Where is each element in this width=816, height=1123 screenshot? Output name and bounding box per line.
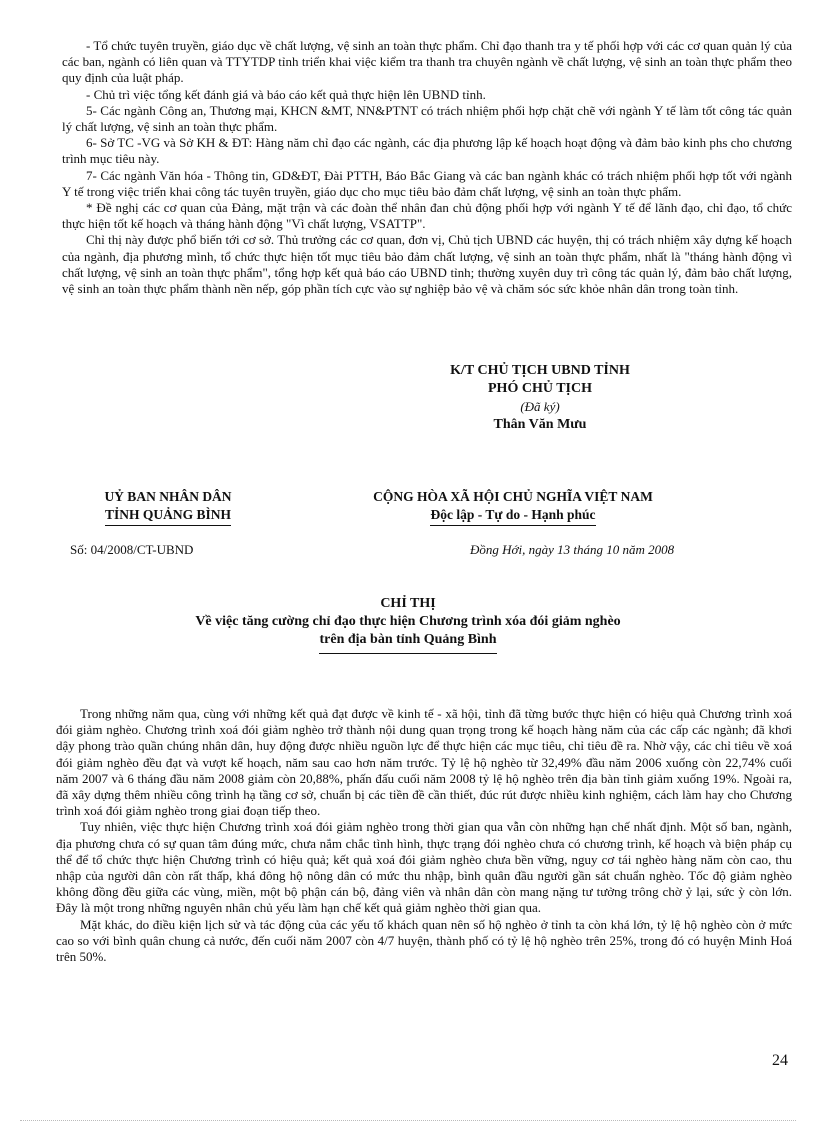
issuer-line2: TỈNH QUẢNG BÌNH — [105, 506, 231, 526]
signer-name: Thân Văn Mưu — [493, 417, 587, 432]
paragraph: - Tổ chức tuyên truyền, giáo dục về chất lượng, vệ sinh an toàn thực phẩm. Chỉ đạo thanh tra y tế phối hợp với các cơ quan quản lý của các ban, ngành có liên quan và TTYTDP tỉnh triển khai việc kiểm tra thanh tra chuyên ngành về chất lượng, vệ sinh an toàn thực phẩm theo quy định của luật pháp. — [62, 38, 792, 86]
document-number: Số: 04/2008/CT-UBND — [70, 542, 194, 557]
signature-title: K/T CHỦ TỊCH UBND TỈNH — [450, 363, 630, 378]
body-section — [56, 706, 792, 965]
national-motto: Độc lập - Tự do - Hạnh phúc — [430, 506, 595, 526]
paragraph: * Đề nghị các cơ quan của Đảng, mặt trận và các đoàn thể nhân đan chủ động phối hợp với ngành Y tế để lãnh đạo, chỉ đạo, tổ chức thực hiện tốt kế hoạch và tháng hành động "Vì chất lượng, VSATTP". — [62, 200, 792, 232]
paragraph: 5- Các ngành Công an, Thương mại, KHCN &MT, NN&PTNT có trách nhiệm phối hợp chặt chẽ với ngành Y tế làm tốt công tác quản lý chất lượng, vệ sinh an toàn thực phẩm. — [62, 102, 792, 135]
page-number: 24 — [772, 1052, 788, 1069]
signature-position: PHÓ CHỦ TỊCH — [488, 381, 592, 396]
paragraph: Mặt khác, do điều kiện lịch sử và tác động của các yếu tố khách quan nên số hộ nghèo ở tỉnh ta còn khá lớn, tỷ lệ hộ nghèo còn ở mức cao so với bình quân chung cả nước, đến cuối năm 2007 còn 4/7 huyện, thành phố có tỷ lệ hộ nghèo trên 25%, trong đó có huyện Minh Hoá trên 50%. — [56, 916, 792, 965]
signature-block — [420, 362, 660, 434]
paragraph: Trong những năm qua, cùng với những kết quả đạt được về kinh tế - xã hội, tỉnh đã từng bước thực hiện có hiệu quả Chương trình xoá đói giảm nghèo. Chương trình xoá đói giảm nghèo trở thành nội dung quan trọng trong kế hoạch hàng năm của các cấp các ngành; đã khơi dậy phong trào quần chúng nhân dân, huy động được nhiều nguồn lực để thực hiện các mục tiêu, chỉ tiêu đề ra. Nhờ vậy, các chỉ tiêu về xoá đói giảm nghèo đều đạt và vượt kế hoạch, năm sau cao hơn năm trước. Tỷ lệ hộ nghèo từ 32,49% đầu năm 2006 xuống còn 22,74% cuối năm 2007 và 6 tháng đầu năm 2008 giảm còn 20,88%, phấn đấu cuối năm 2008 tỷ lệ hộ nghèo trên địa bàn tỉnh giảm xuống 19%. Ngoài ra, đã xây dựng thêm nhiều công trình hạ tầng cơ sở, chuẩn bị các tiền đề cần thiết, đúc rút được nhiều kinh nghiệm, cách làm hay cho Chương trình xoá đói giảm nghèo trong giai đoạn tiếp theo. — [56, 706, 792, 819]
document-date: Đồng Hới, ngày 13 tháng 10 năm 2008 — [470, 542, 675, 557]
issuer-header — [68, 488, 268, 526]
paragraph: Tuy nhiên, việc thực hiện Chương trình xoá đói giảm nghèo trong thời gian qua vẫn còn những hạn chế nhất định. Một số ban, ngành, địa phương chưa có sự quan tâm đúng mức, chưa nắm chắc tình hình, thực trạng đói nghèo chưa có chương trình, kế hoạch và biện pháp cụ thể để tổ chức thực hiện Chương trình có hiệu quả; kết quả xoá đói giảm nghèo chưa bền vững, nguy cơ tái nghèo hàng năm còn cao, thu nhập của người dân còn rất thấp, khá đông hộ nông dân có mức thu nhập, bình quân đầu người gần sát chuẩn nghèo. Tốc độ giảm nghèo không đồng đều giữa các vùng, miền, một bộ phận cán bộ, đảng viên và nhân dân còn mang nặng tư tưởng trông chờ ỷ lại, sức ỳ còn lớn. Đây là một trong những nguyên nhân chủ yếu làm hạn chế kết quả giảm nghèo thời gian qua. — [56, 819, 792, 916]
paragraph: 6- Sở TC -VG và Sở KH & ĐT: Hàng năm chỉ đạo các ngành, các địa phương lập kế hoạch hoạt động và đảm bảo kinh phs cho chương trình mục tiêu này. — [62, 135, 792, 167]
title-sub1: Về việc tăng cường chỉ đạo thực hiện Chương trình xóa đói giảm nghèo — [195, 614, 621, 629]
top-section — [62, 38, 792, 297]
issuer-line1: UỶ BAN NHÂN DÂN — [104, 489, 232, 504]
national-header — [318, 488, 708, 526]
national-title: CỘNG HÒA XÃ HỘI CHỦ NGHĨA VIỆT NAM — [373, 489, 653, 504]
title-main: CHỈ THỊ — [380, 596, 436, 611]
title-sub2: trên địa bàn tỉnh Quảng Bình — [319, 631, 496, 654]
paragraph: 7- Các ngành Văn hóa - Thông tin, GD&ĐT, Đài PTTH, Báo Bắc Giang và các ban ngành khác có trách nhiệm phối hợp tốt với ngành Y tế trong việc triển khai công tác tuyên truyền, giáo dục cho mục tiêu bảo đảm chất lượng, vệ sinh an toàn thực phẩm. — [62, 167, 792, 199]
signature-signed: (Đã ký) — [520, 399, 560, 414]
paragraph: - Chủ trì việc tổng kết đánh giá và báo cáo kết quả thực hiện lên UBND tỉnh. — [86, 86, 486, 102]
paragraph: Chỉ thị này được phổ biến tới cơ sở. Thủ trưởng các cơ quan, đơn vị, Chủ tịch UBND các huyện, thị có trách nhiệm xây dựng kế hoạch của ngành, địa phương mình, tổ chức thực hiện tốt mục tiêu bảo đảm chất lượng, vệ sinh an toàn thực phẩm, nhất là "tháng hành động vì chất lượng, vệ sinh an toàn thực phẩm", tổng hợp kết quả báo cáo UBND tỉnh; thường xuyên duy trì công tác quản lý, đảm bảo chất lượng, vệ sinh an toàn thực phẩm thành nền nếp, góp phần tích cực vào sự nghiệp bảo vệ và chăm sóc sức khỏe nhân dân trong toàn tỉnh. — [62, 232, 792, 297]
footer-divider — [20, 1120, 796, 1121]
document-title — [0, 595, 816, 654]
